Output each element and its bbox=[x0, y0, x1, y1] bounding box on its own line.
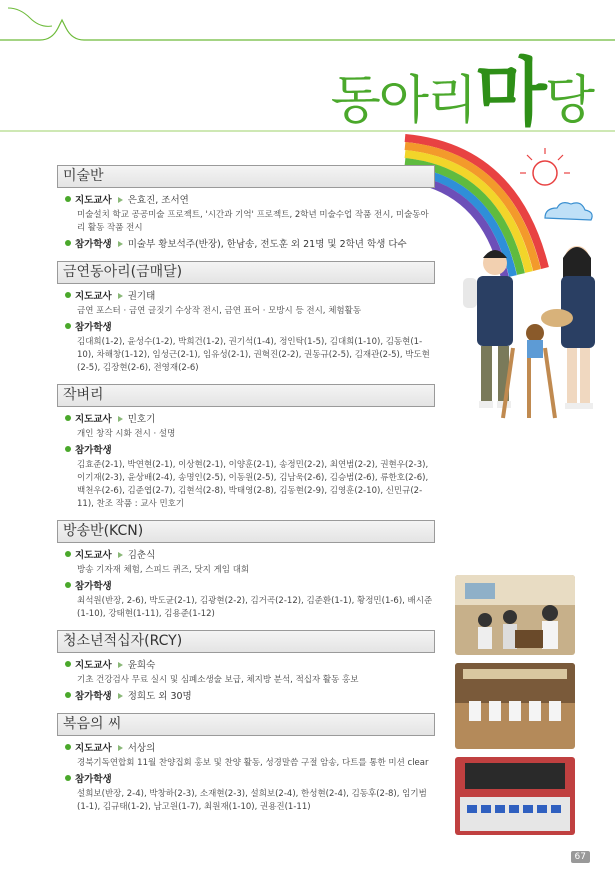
club-title: 청소년적십자(RCY) bbox=[57, 630, 435, 653]
teacher-label: 지도교사 bbox=[75, 660, 112, 671]
students-text: 미술부 황보석주(반장), 한남송, 전도훈 외 21명 및 2학년 학생 다수 bbox=[127, 239, 407, 250]
activity-description: 방송 기자재 체험, 스피드 퀴즈, 닷지 게임 대회 bbox=[77, 565, 250, 575]
bullet-icon bbox=[65, 415, 71, 421]
students-list: 김효준(2-1), 박연현(2-1), 이상현(2-1), 이양훈(2-1), 송정민(2-2), 최연범(2-2), 권현우(2-3), 이기재(2-3), 윤상배(2-4), 송명인(2-5), 이동원(2-5), 김남욱(2-6), 김승범(2-6), 류한호(2-6), 백천우(2-6), 김준엽(2-7), 김현석(2-8), 박태영(2-8), 김동현(2-9), 김영훈(2-10), 신민규(2-11), 찬조 작품 : 교사 민호기 bbox=[77, 460, 429, 509]
teacher-row bbox=[65, 290, 435, 304]
teacher-row bbox=[65, 413, 435, 427]
students-label: 참가학생 bbox=[75, 322, 112, 333]
students-row bbox=[65, 238, 435, 252]
teacher-label: 지도교사 bbox=[75, 291, 112, 302]
students-list: 김대희(1-2), 윤성수(1-2), 박희건(1-2), 권기석(1-4), 정인탁(1-5), 김대희(1-10), 김동현(1-10), 차해창(1-12), 임성근(2-1), 임유성(2-1), 권혁진(2-2), 권동규(2-5), 김재관(2-5), 박도현(2-5), 김장현(2-6), 전영재(2-6) bbox=[77, 337, 430, 373]
club-section bbox=[57, 384, 435, 511]
teacher-row bbox=[65, 549, 435, 563]
students-row bbox=[65, 690, 435, 704]
teacher-name: 김춘식 bbox=[127, 550, 156, 561]
bullet-icon bbox=[65, 551, 71, 557]
club-title: 작벼리 bbox=[57, 384, 435, 407]
arrow-icon bbox=[118, 416, 123, 422]
arrow-icon bbox=[118, 552, 123, 558]
gospel-club-photo bbox=[455, 757, 575, 835]
teacher-row bbox=[65, 659, 435, 673]
broadcast-club-photo bbox=[455, 575, 575, 655]
activity-description: 경북기독연합회 11월 찬양집회 홍보 및 찬양 활동, 성경말씀 구절 암송, 다트를 통한 미션 clear bbox=[77, 758, 429, 768]
bullet-icon bbox=[65, 775, 71, 781]
students-label: 참가학생 bbox=[75, 691, 112, 702]
bullet-icon bbox=[65, 744, 71, 750]
teacher-name: 은효진, 조서연 bbox=[127, 195, 189, 206]
club-section bbox=[57, 261, 435, 375]
club-section bbox=[57, 630, 435, 704]
arrow-icon bbox=[118, 197, 123, 203]
club-title: 방송반(KCN) bbox=[57, 520, 435, 543]
bullet-icon bbox=[65, 292, 71, 298]
arrow-icon bbox=[118, 293, 123, 299]
bullet-icon bbox=[65, 196, 71, 202]
teacher-label: 지도교사 bbox=[75, 743, 112, 754]
teacher-label: 지도교사 bbox=[75, 195, 112, 206]
students-list: 최석원(반장, 2-6), 박도균(2-1), 김광현(2-2), 김거곡(2-12), 김준환(1-1), 황정민(1-6), 배시준(1-10), 강태현(1-11), 김용준(1-12) bbox=[77, 596, 433, 619]
bullet-icon bbox=[65, 661, 71, 667]
activity-description: 미술설치 학교 공공미술 프로젝트, '시간과 기억' 프로젝트, 2학년 미술수업 작품 전시, 미술동아리 활동 작품 전시 bbox=[77, 210, 429, 233]
students-row bbox=[65, 773, 435, 787]
students-list: 설희보(반장, 2-4), 박창하(2-3), 소재현(2-3), 설희보(2-4), 한성현(2-4), 김동후(2-8), 임기범(1-1), 김규태(1-2), 남고원(1-7), 최원재(1-10), 권용진(1-11) bbox=[77, 789, 427, 812]
page-number: 67 bbox=[571, 851, 590, 863]
activity-description: 기초 건강검사 무료 실시 및 심폐소생술 보급, 체지방 분석, 적십자 활동 홍보 bbox=[77, 675, 359, 685]
arrow-icon bbox=[118, 693, 123, 699]
club-title: 금연동아리(금매달) bbox=[57, 261, 435, 284]
students-label: 참가학생 bbox=[75, 581, 112, 592]
teacher-name: 서상의 bbox=[127, 743, 156, 754]
teacher-label: 지도교사 bbox=[75, 414, 112, 425]
students-label: 참가학생 bbox=[75, 445, 112, 456]
teacher-row bbox=[65, 194, 435, 208]
arrow-icon bbox=[118, 662, 123, 668]
activity-description: 개인 창작 시화 전시 · 설명 bbox=[77, 429, 176, 439]
club-list bbox=[57, 165, 435, 823]
teacher-label: 지도교사 bbox=[75, 550, 112, 561]
activity-description: 금연 포스터 · 금연 글짓기 수상작 전시, 금연 표어 · 모방시 등 전시, 체험활동 bbox=[77, 306, 362, 316]
bullet-icon bbox=[65, 323, 71, 329]
students-text: 정희도 외 30명 bbox=[127, 691, 192, 702]
club-section bbox=[57, 520, 435, 621]
bullet-icon bbox=[65, 446, 71, 452]
students-row bbox=[65, 444, 435, 458]
teacher-name: 윤희숙 bbox=[127, 660, 156, 671]
bullet-icon bbox=[65, 240, 71, 246]
students-row bbox=[65, 580, 435, 594]
arrow-icon bbox=[118, 241, 123, 247]
club-title: 복음의 씨 bbox=[57, 713, 435, 736]
page-title: 동아리마당 bbox=[330, 50, 593, 136]
students-label: 참가학생 bbox=[75, 239, 112, 250]
students-row bbox=[65, 321, 435, 335]
teacher-name: 권기태 bbox=[127, 291, 156, 302]
teacher-name: 민호기 bbox=[127, 414, 156, 425]
rcy-club-photo bbox=[455, 663, 575, 749]
club-section bbox=[57, 165, 435, 252]
club-section bbox=[57, 713, 435, 814]
students-label: 참가학생 bbox=[75, 774, 112, 785]
teacher-row bbox=[65, 742, 435, 756]
bullet-icon bbox=[65, 692, 71, 698]
club-title: 미술반 bbox=[57, 165, 435, 188]
arrow-icon bbox=[118, 745, 123, 751]
bullet-icon bbox=[65, 582, 71, 588]
